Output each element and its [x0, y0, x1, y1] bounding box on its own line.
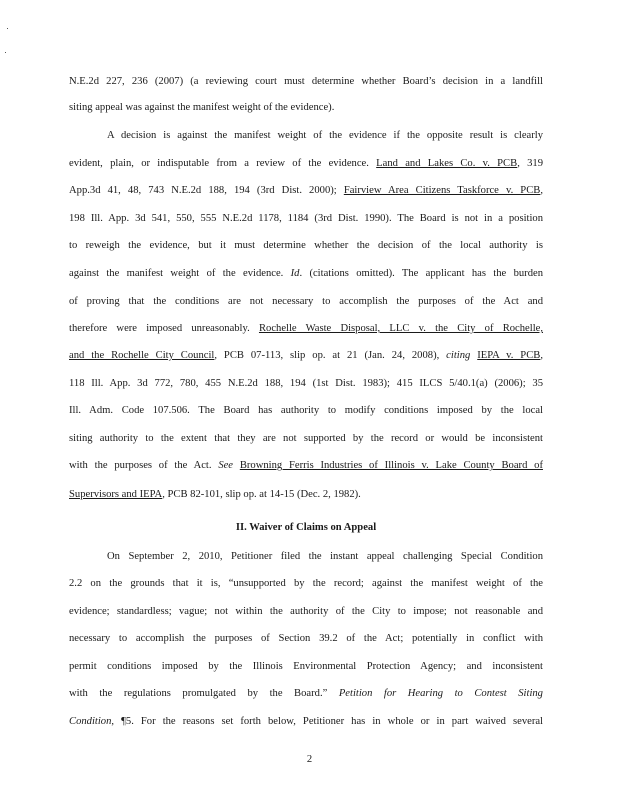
text-line — [69, 377, 543, 390]
text-line — [69, 349, 543, 362]
text-run: N.E.2d 227, 236 (2007) (a reviewing court must determine whether Board’s decision in a landfill — [69, 76, 543, 87]
text-run: permit conditions imposed by the Illinois Environmental Protection Agency; and inconsistent — [69, 661, 543, 672]
text-line — [69, 404, 543, 417]
text-run: 198 Ill. App. 3d 541, 550, 555 N.E.2d 1178, 1184 (3rd Dist. 1990). The Board is not in a position — [69, 213, 543, 224]
text-run: 2.2 on the grounds that it is, “unsupported by the record; against the manifest weight of the — [69, 578, 543, 589]
italic-text: Condition — [69, 716, 112, 727]
italic-text: See — [218, 460, 234, 471]
text-run: necessary to accomplish the purposes of Section 39.2 of the Act; potentially in conflict with — [69, 633, 543, 644]
text-line — [69, 660, 543, 673]
text-line — [69, 239, 543, 252]
text-run: 118 Ill. App. 3d 772, 780, 455 N.E.2d 188, 194 (1st Dist. 1983); 415 ILCS 5/40.1(a) (2006); 35 — [69, 378, 543, 389]
section-heading: II. Waiver of Claims on Appeal — [235, 522, 377, 533]
text-run: with the purposes of the Act. — [69, 460, 219, 471]
text-line — [69, 184, 543, 197]
text-run: against the manifest weight of the evidence. — [69, 268, 291, 279]
citation-text: Supervisors and IEPA — [69, 489, 163, 500]
text-run: evident, plain, or indisputable from a review of the evidence. — [69, 158, 377, 169]
text-run: Ill. Adm. Code 107.506. The Board has authority to modify conditions imposed by the local — [69, 405, 543, 416]
text-line — [69, 75, 543, 88]
text-line — [107, 550, 543, 563]
italic-text: Id — [290, 268, 300, 279]
text-run: , PCB 82-101, slip op. at 14-15 (Dec. 2, 1982). — [162, 489, 361, 500]
text-run: siting authority to the extent that they are not supported by the record or would be inconsistent — [69, 433, 543, 444]
scan-speck — [5, 52, 6, 53]
text-line — [69, 687, 543, 700]
text-line — [69, 432, 543, 445]
text-run: to reweigh the evidence, but it must determine whether the decision of the local authority is — [69, 240, 543, 251]
citation-text: Land and Lakes Co. v. PCB — [376, 158, 518, 169]
text-run: , 319 — [517, 158, 543, 169]
citation-text: Rochelle Waste Disposal, LLC v. the City of Rochelle, — [258, 323, 543, 334]
italic-text: citing — [446, 350, 471, 361]
text-line — [107, 129, 543, 142]
text-run: , PCB 07-113, slip op. at 21 (Jan. 24, 2008), — [214, 350, 447, 361]
text-line — [69, 157, 543, 170]
text-line — [69, 605, 543, 618]
text-line — [69, 715, 543, 728]
text-line — [69, 267, 543, 280]
text-run: with the regulations promulgated by the Board.” — [69, 688, 339, 699]
text-line — [69, 488, 543, 501]
text-line — [69, 295, 543, 308]
text-run: evidence; standardless; vague; not within the authority of the City to impose; not reasonable and — [69, 606, 543, 617]
text-line — [69, 101, 543, 114]
citation-text: IEPA v. PCB — [477, 350, 541, 361]
text-line — [69, 322, 543, 335]
text-line — [69, 632, 543, 645]
text-line — [69, 577, 543, 590]
text-run: , — [540, 185, 543, 196]
text-run: , ¶5. For the reasons set forth below, Petitioner has in whole or in part waived several — [111, 716, 543, 727]
text-run: siting appeal was against the manifest weight of the evidence). — [69, 102, 335, 113]
text-run: , — [540, 350, 543, 361]
text-run: of proving that the conditions are not necessary to accomplish the purposes of the Act and — [69, 296, 543, 307]
text-line — [69, 212, 543, 225]
page-number: 2 — [306, 754, 313, 765]
citation-text: Browning Ferris Industries of Illinois v. Lake County Board of — [239, 460, 543, 471]
text-run: On September 2, 2010, Petitioner filed the instant appeal challenging Special Condition — [107, 551, 543, 562]
text-run: App.3d 41, 48, 743 N.E.2d 188, 194 (3rd Dist. 2000); — [69, 185, 344, 196]
text-run: . (citations omitted). The applicant has the burden — [299, 268, 543, 279]
text-run: A decision is against the manifest weight of the evidence if the opposite result is clearly — [107, 130, 543, 141]
text-line — [69, 459, 543, 472]
text-run: therefore were imposed unreasonably. — [69, 323, 259, 334]
citation-text: Fairview Area Citizens Taskforce v. PCB — [343, 185, 541, 196]
citation-text: and the Rochelle City Council — [69, 350, 215, 361]
text-run — [233, 460, 240, 471]
italic-text: Petition for Hearing to Contest Siting — [338, 688, 543, 699]
scan-speck — [7, 28, 8, 29]
